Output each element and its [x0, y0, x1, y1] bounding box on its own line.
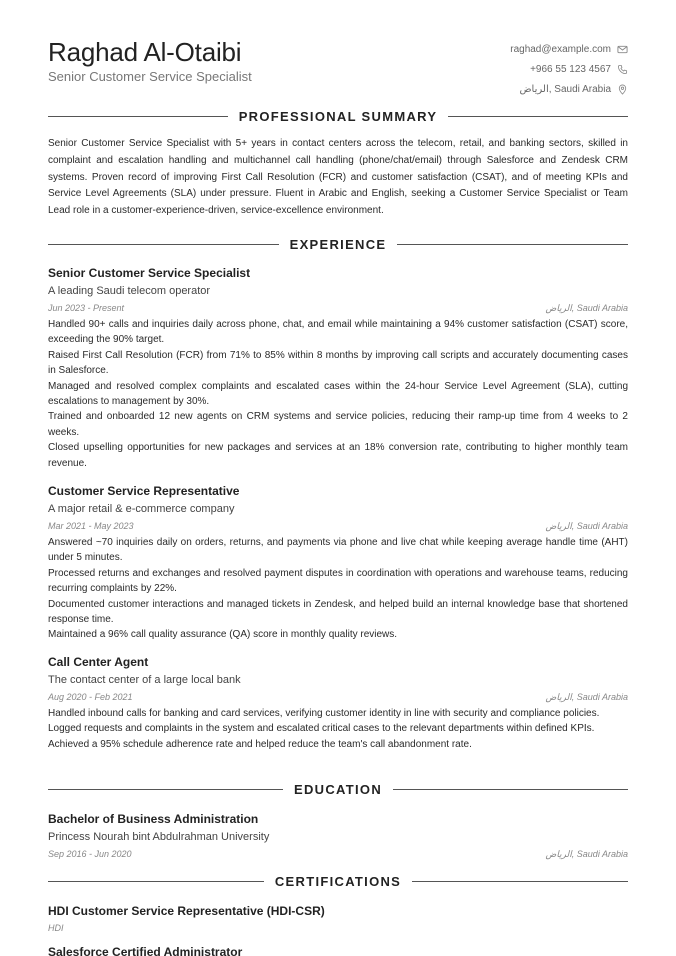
- job-title: Customer Service Representative: [48, 484, 240, 498]
- summary-text: Senior Customer Service Specialist with 5+ years in contact centers across the telecom, retail, and banking sectors, skilled in complaint and escalation handling and multichannel call handling (phone/chat/email) through Salesforce and Zendesk CRM systems. Proven record of improving First Call Resolution (FCR) and customer satisfaction (CSAT), and of meeting KPIs and Service Level Agreements (SLA) under pressure. Fluent in Arabic and English, seeking a Customer Service Specialist or Team Lead role in a customer-experience-driven, service-excellence environment.: [48, 138, 628, 217]
- job-bullet: Raised First Call Resolution (FCR) from 71% to 85% within 8 months by improving call scripts and accurately documenting cases in Salesforce.: [48, 349, 628, 377]
- job-title: Call Center Agent: [48, 655, 149, 669]
- job-company: A leading Saudi telecom operator: [48, 285, 211, 297]
- degree-title: Bachelor of Business Administration: [48, 812, 259, 826]
- contact-email[interactable]: [510, 39, 628, 59]
- location-text: الرياض, Saudi Arabia: [519, 83, 611, 95]
- education-heading: [48, 781, 628, 797]
- divider: [448, 116, 628, 117]
- job-bullet: Handled inbound calls for banking and card services, verifying customer identity in line with security and compliance policies.: [48, 708, 600, 719]
- section-title: CERTIFICATIONS: [274, 873, 402, 889]
- certification-issuer: HDI: [48, 923, 64, 933]
- divider: [48, 244, 279, 245]
- mail-icon: [617, 44, 628, 55]
- contact-info: [510, 39, 628, 99]
- job-bullet: Documented customer interactions and managed tickets in Zendesk, and helped build an internal knowledge base that shortened response time.: [48, 598, 628, 626]
- section-title: EDUCATION: [294, 781, 383, 797]
- job-bullet: Closed upselling opportunities for new packages and services at an 18% conversion rate, contributing to higher monthly team revenue.: [48, 442, 628, 469]
- divider: [397, 244, 628, 245]
- contact-phone[interactable]: [510, 59, 628, 79]
- education-entry: [48, 810, 628, 863]
- job-bullet: Achieved a 95% schedule adherence rate and helped reduce the team's call abandonment rate.: [48, 738, 472, 750]
- resume-header: [48, 36, 628, 96]
- job-location: الرياض, Saudi Arabia: [545, 521, 628, 531]
- job-dates: Aug 2020 - Feb 2021: [48, 692, 133, 702]
- job-bullet: Logged requests and complaints in the system and escalated critical cases to the relevant departments within defined KPIs.: [48, 723, 595, 735]
- divider: [412, 881, 628, 882]
- certification-title: Salesforce Certified Administrator: [48, 945, 243, 956]
- experience-entry: [48, 653, 628, 752]
- candidate-name: Raghad Al-Otaibi: [48, 37, 242, 67]
- job-company: A major retail & e-commerce company: [48, 503, 235, 515]
- experience-entry: [48, 264, 628, 471]
- certification-entry: [48, 902, 628, 937]
- job-bullet: Handled 90+ calls and inquiries daily across phone, chat, and email while maintaining a 94% customer satisfaction (CSAT) score, exceeding the 90% target.: [48, 319, 628, 346]
- job-meta: [48, 300, 628, 317]
- experience-heading: [48, 236, 628, 252]
- job-bullet: Processed returns and exchanges and resolved payment disputes in coordination with operations and warehouse teams, reducing recurring complaints by 22%.: [48, 567, 628, 595]
- phone-icon: [617, 64, 628, 75]
- phone-text: +966 55 123 4567: [530, 63, 611, 75]
- certifications-heading: [48, 873, 628, 889]
- job-bullet: Trained and onboarded 12 new agents on CRM systems and service policies, reducing their ramp-up time from 4 weeks to 2 weeks.: [48, 411, 628, 438]
- section-title: PROFESSIONAL SUMMARY: [238, 108, 438, 124]
- job-bullet: Answered ~70 inquiries daily on orders, returns, and payments via phone and live chat while keeping average handle time (AHT) under 5 minutes.: [48, 537, 628, 564]
- education-dates: Sep 2016 - Jun 2020: [48, 849, 132, 859]
- job-location: الرياض, Saudi Arabia: [545, 692, 628, 702]
- experience-entry: [48, 482, 628, 643]
- job-meta: [48, 689, 628, 706]
- school-name: Princess Nourah bint Abdulrahman University: [48, 831, 270, 843]
- education-meta: [48, 846, 628, 863]
- summary-heading: [48, 108, 628, 124]
- contact-location: [510, 79, 628, 99]
- location-pin-icon: [617, 84, 628, 95]
- job-title: Senior Customer Service Specialist: [48, 266, 251, 280]
- job-dates: Jun 2023 - Present: [48, 303, 125, 313]
- divider: [48, 789, 283, 790]
- candidate-title: Senior Customer Service Specialist: [48, 69, 252, 84]
- divider: [48, 881, 264, 882]
- job-bullet: Maintained a 96% call quality assurance (QA) score in monthly quality reviews.: [48, 629, 398, 641]
- email-text: raghad@example.com: [510, 43, 611, 55]
- certification-entry: [48, 943, 628, 956]
- divider: [393, 789, 628, 790]
- job-location: الرياض, Saudi Arabia: [545, 303, 628, 313]
- job-company: The contact center of a large local bank: [48, 674, 241, 686]
- section-title: EXPERIENCE: [289, 236, 387, 252]
- job-meta: [48, 518, 628, 535]
- divider: [48, 116, 228, 117]
- job-dates: Mar 2021 - May 2023: [48, 521, 134, 531]
- certification-meta: [48, 920, 628, 937]
- education-location: الرياض, Saudi Arabia: [545, 849, 628, 859]
- certification-title: HDI Customer Service Representative (HDI-CSR): [48, 904, 325, 918]
- job-bullet: Managed and resolved complex complaints and escalated cases within the 24-hour Service Level Agreement (SLA), cutting escalations to management by 30%.: [48, 380, 628, 408]
